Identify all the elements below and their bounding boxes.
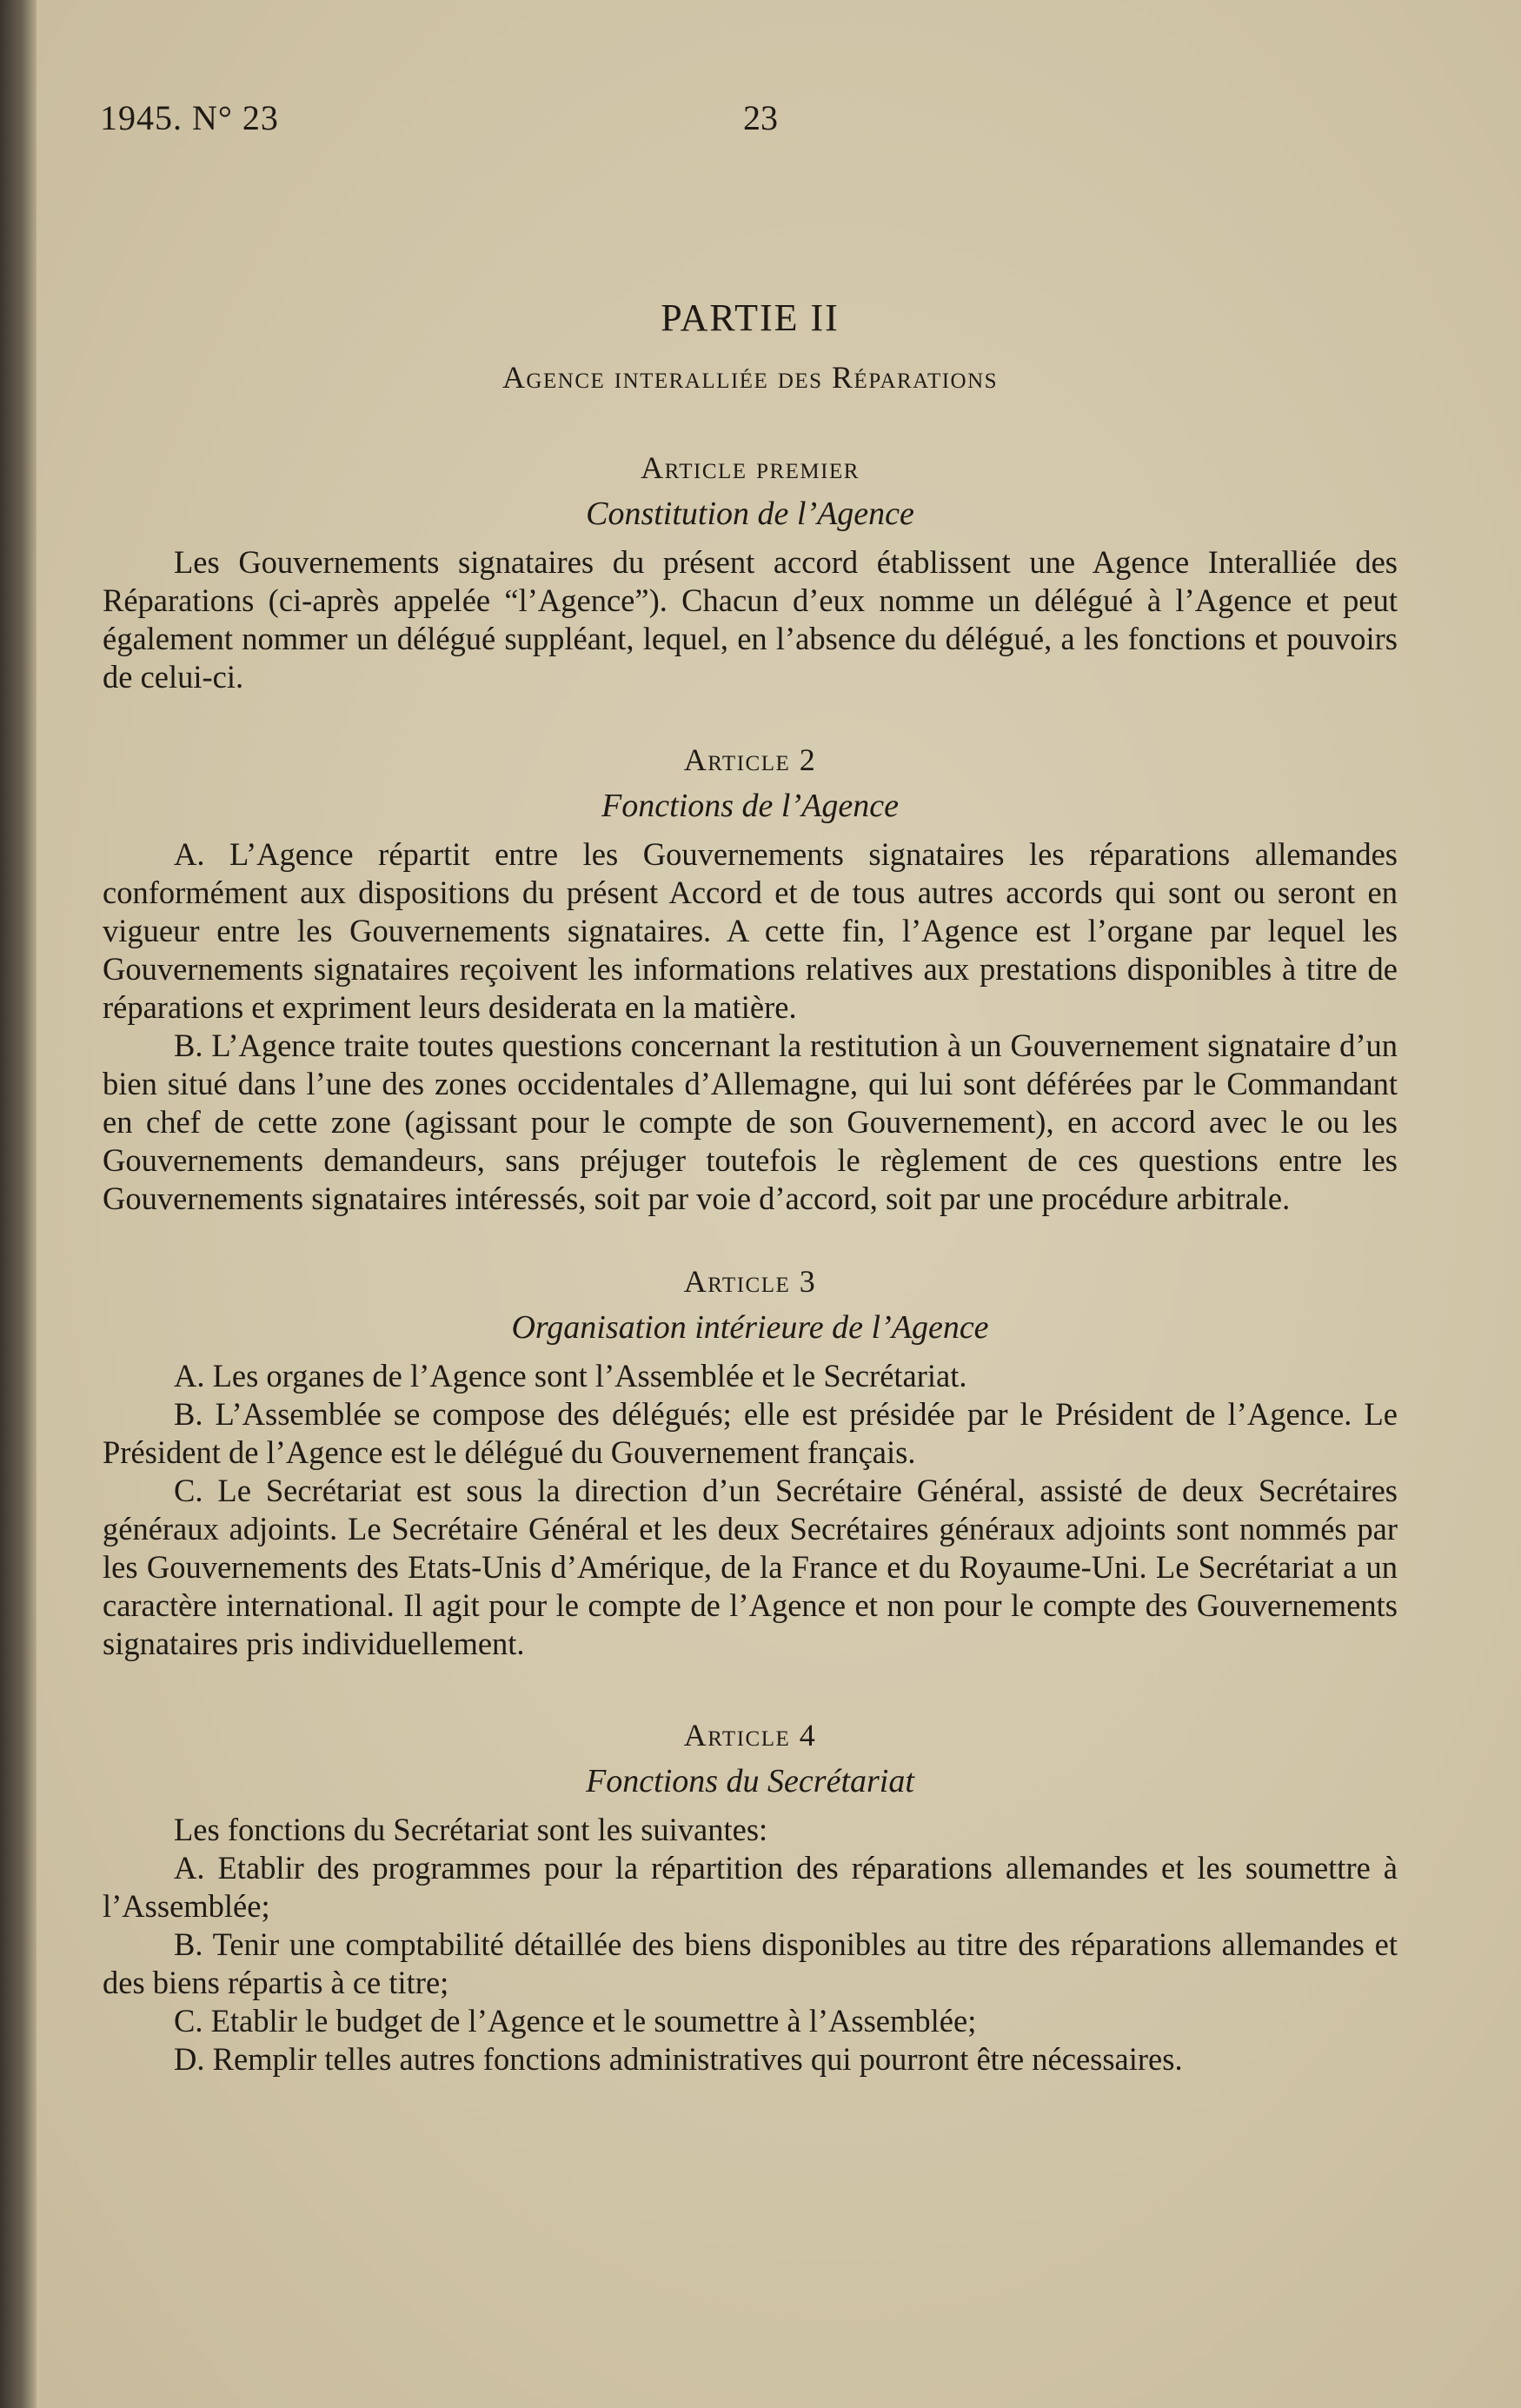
article-label: Article 3 xyxy=(683,1264,817,1299)
article-label: Article 2 xyxy=(683,742,817,777)
article-list-item: C. Etablir le budget de l’Agence et le soumettre à l’Assemblée; xyxy=(174,2003,977,2039)
article-list-item: B. Tenir une comptabilité détaillée des biens disponibles au titre des réparations allemandes et des biens répartis à ce titre; xyxy=(103,1926,1398,2000)
article-3 xyxy=(103,1263,1398,1663)
article-paragraph: A. L’Agence répartit entre les Gouvernements signataires les réparations allemandes conformément aux dispositions du présent Accord et de tous autres accords qui sont ou seront en vigueur entre les Gouvernements signataires. A cette fin, l’Agence est l’organe par lequel les Gouvernements signataires reçoivent les informations relatives aux prestations disponibles à titre de réparations et expriment leurs desiderata en la matière. xyxy=(103,836,1398,1025)
article-paragraph: Les Gouvernements signataires du présent accord établissent une Agence Interalliée des Réparations (ci-après appelée “l’Agence”). Chacun d’eux nomme un délégué à l’Agence et peut également nommer un délégué suppléant, lequel, en l’absence du délégué, a les fonctions et pouvoirs de celui-ci. xyxy=(103,544,1398,695)
article-4 xyxy=(103,1717,1398,2079)
article-paragraph: C. Le Secrétariat est sous la direction d’un Secrétaire Général, assisté de deux Secrétaires généraux adjoints. Le Secrétaire Général et les deux Secrétaires généraux adjoints sont nommés par les Gouvernements des Etats-Unis d’Amérique, de la France et du Royaume-Uni. Le Secrétariat a un caractère international. Il agit pour le compte de l’Agence et non pour le compte des Gouvernements signataires pris individuellement. xyxy=(103,1473,1398,1661)
page-number: 23 xyxy=(743,98,778,137)
article-1 xyxy=(103,449,1398,696)
article-heading: Constitution de l’Agence xyxy=(586,496,914,532)
article-paragraph: B. L’Assemblée se compose des délégués; elle est présidée par le Président de l’Agence. Le Président de l’Agence est le délégué du Gouvernement français. xyxy=(103,1396,1398,1470)
article-list-item: A. Etablir des programmes pour la répartition des réparations allemandes et les soumettre à l’Assemblée; xyxy=(103,1850,1398,1924)
document-body xyxy=(103,296,1398,2079)
article-paragraph: A. Les organes de l’Agence sont l’Assemblée et le Secrétariat. xyxy=(174,1358,967,1394)
article-label: Article 4 xyxy=(683,1718,817,1753)
article-label: Article premier xyxy=(641,450,860,485)
article-heading: Fonctions du Secrétariat xyxy=(586,1763,914,1799)
article-list-item: D. Remplir telles autres fonctions administratives qui pourront être nécessaires. xyxy=(174,2041,1183,2077)
article-paragraph: Les fonctions du Secrétariat sont les suivantes: xyxy=(174,1812,768,1847)
article-heading: Organisation intérieure de l’Agence xyxy=(511,1309,989,1346)
article-heading: Fonctions de l’Agence xyxy=(601,788,899,824)
article-paragraph: B. L’Agence traite toutes questions concernant la restitution à un Gouvernement signataire d’un bien situé dans l’une des zones occidentales d’Allemagne, qui lui sont déférées par le Commandant en chef de cette zone (agissant pour le compte de son Gouvernement), en accord avec le ou les Gouvernements demandeurs, sans préjuger toutefois le règlement de ces questions entre les Gouvernements signataires intéressés, soit par voie d’accord, soit par une procédure arbitrale. xyxy=(103,1028,1398,1216)
part-title: PARTIE II xyxy=(661,296,840,339)
binding-edge xyxy=(0,0,37,2408)
page-header-reference: 1945. N° 23 xyxy=(100,98,279,137)
article-2 xyxy=(103,742,1398,1218)
part-subtitle: Agence interalliée des Réparations xyxy=(501,360,999,395)
